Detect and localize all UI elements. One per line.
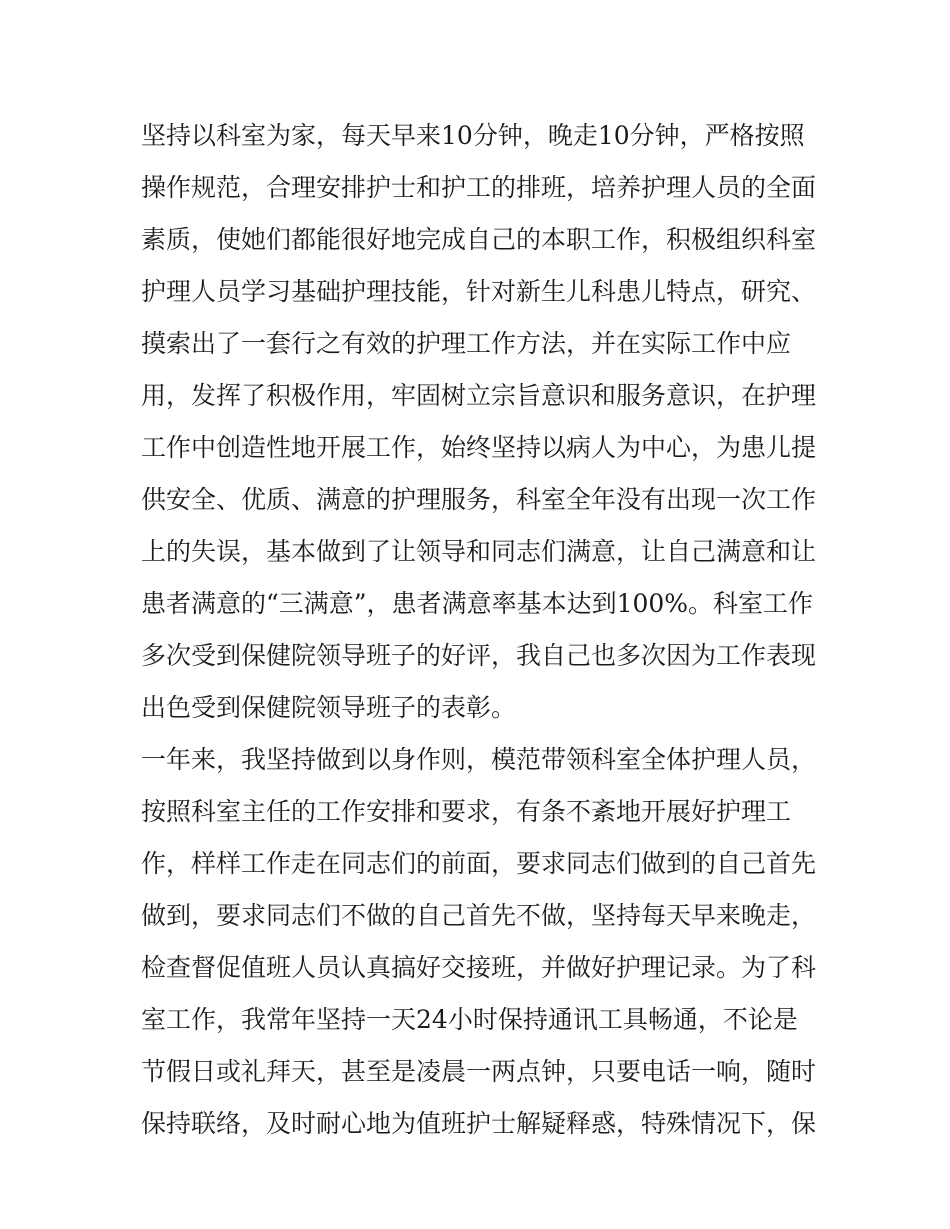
text-line: 一年来，我坚持做到以身作则，模范带领科室全体护理人员， bbox=[141, 745, 816, 774]
text-line: 保持联络，及时耐心地为值班护士解疑释惑，特殊情况下，保 bbox=[141, 1109, 816, 1138]
text-line: 素质，使她们都能很好地完成自己的本职工作，积极组织科室 bbox=[141, 225, 816, 254]
text-line: 按照科室主任的工作安排和要求，有条不紊地开展好护理工 bbox=[141, 797, 792, 826]
text-line: 操作规范，合理安排护士和护工的排班，培养护理人员的全面 bbox=[141, 173, 816, 202]
text-line: 作，样样工作走在同志们的前面，要求同志们做到的自己首先 bbox=[141, 849, 816, 878]
text-line: 室工作，我常年坚持一天24小时保持通讯工具畅通，不论是 bbox=[141, 1005, 798, 1034]
text-line: 做到，要求同志们不做的自己首先不做，坚持每天早来晚走， bbox=[141, 901, 816, 930]
text-line: 出色受到保健院领导班子的表彰。 bbox=[141, 693, 517, 722]
body-text bbox=[141, 110, 816, 1150]
text-line: 用，发挥了积极作用，牢固树立宗旨意识和服务意识，在护理 bbox=[141, 381, 816, 410]
text-line: 供安全、优质、满意的护理服务，科室全年没有出现一次工作 bbox=[141, 485, 816, 514]
text-line: 患者满意的“三满意”，患者满意率基本达到100%。科室工作 bbox=[141, 589, 814, 618]
text-line: 工作中创造性地开展工作，始终坚持以病人为中心，为患儿提 bbox=[141, 433, 816, 462]
text-line: 坚持以科室为家，每天早来10分钟，晚走10分钟，严格按照 bbox=[141, 121, 805, 150]
text-line: 摸索出了一套行之有效的护理工作方法，并在实际工作中应 bbox=[141, 329, 792, 358]
text-line: 多次受到保健院领导班子的好评，我自己也多次因为工作表现 bbox=[141, 641, 816, 670]
text-line: 护理人员学习基础护理技能，针对新生儿科患儿特点，研究、 bbox=[141, 277, 816, 306]
text-line: 节假日或礼拜天，甚至是凌晨一两点钟，只要电话一响，随时 bbox=[141, 1057, 816, 1086]
text-line: 检查督促值班人员认真搞好交接班，并做好护理记录。为了科 bbox=[141, 953, 816, 982]
text-line: 上的失误，基本做到了让领导和同志们满意，让自己满意和让 bbox=[141, 537, 816, 566]
